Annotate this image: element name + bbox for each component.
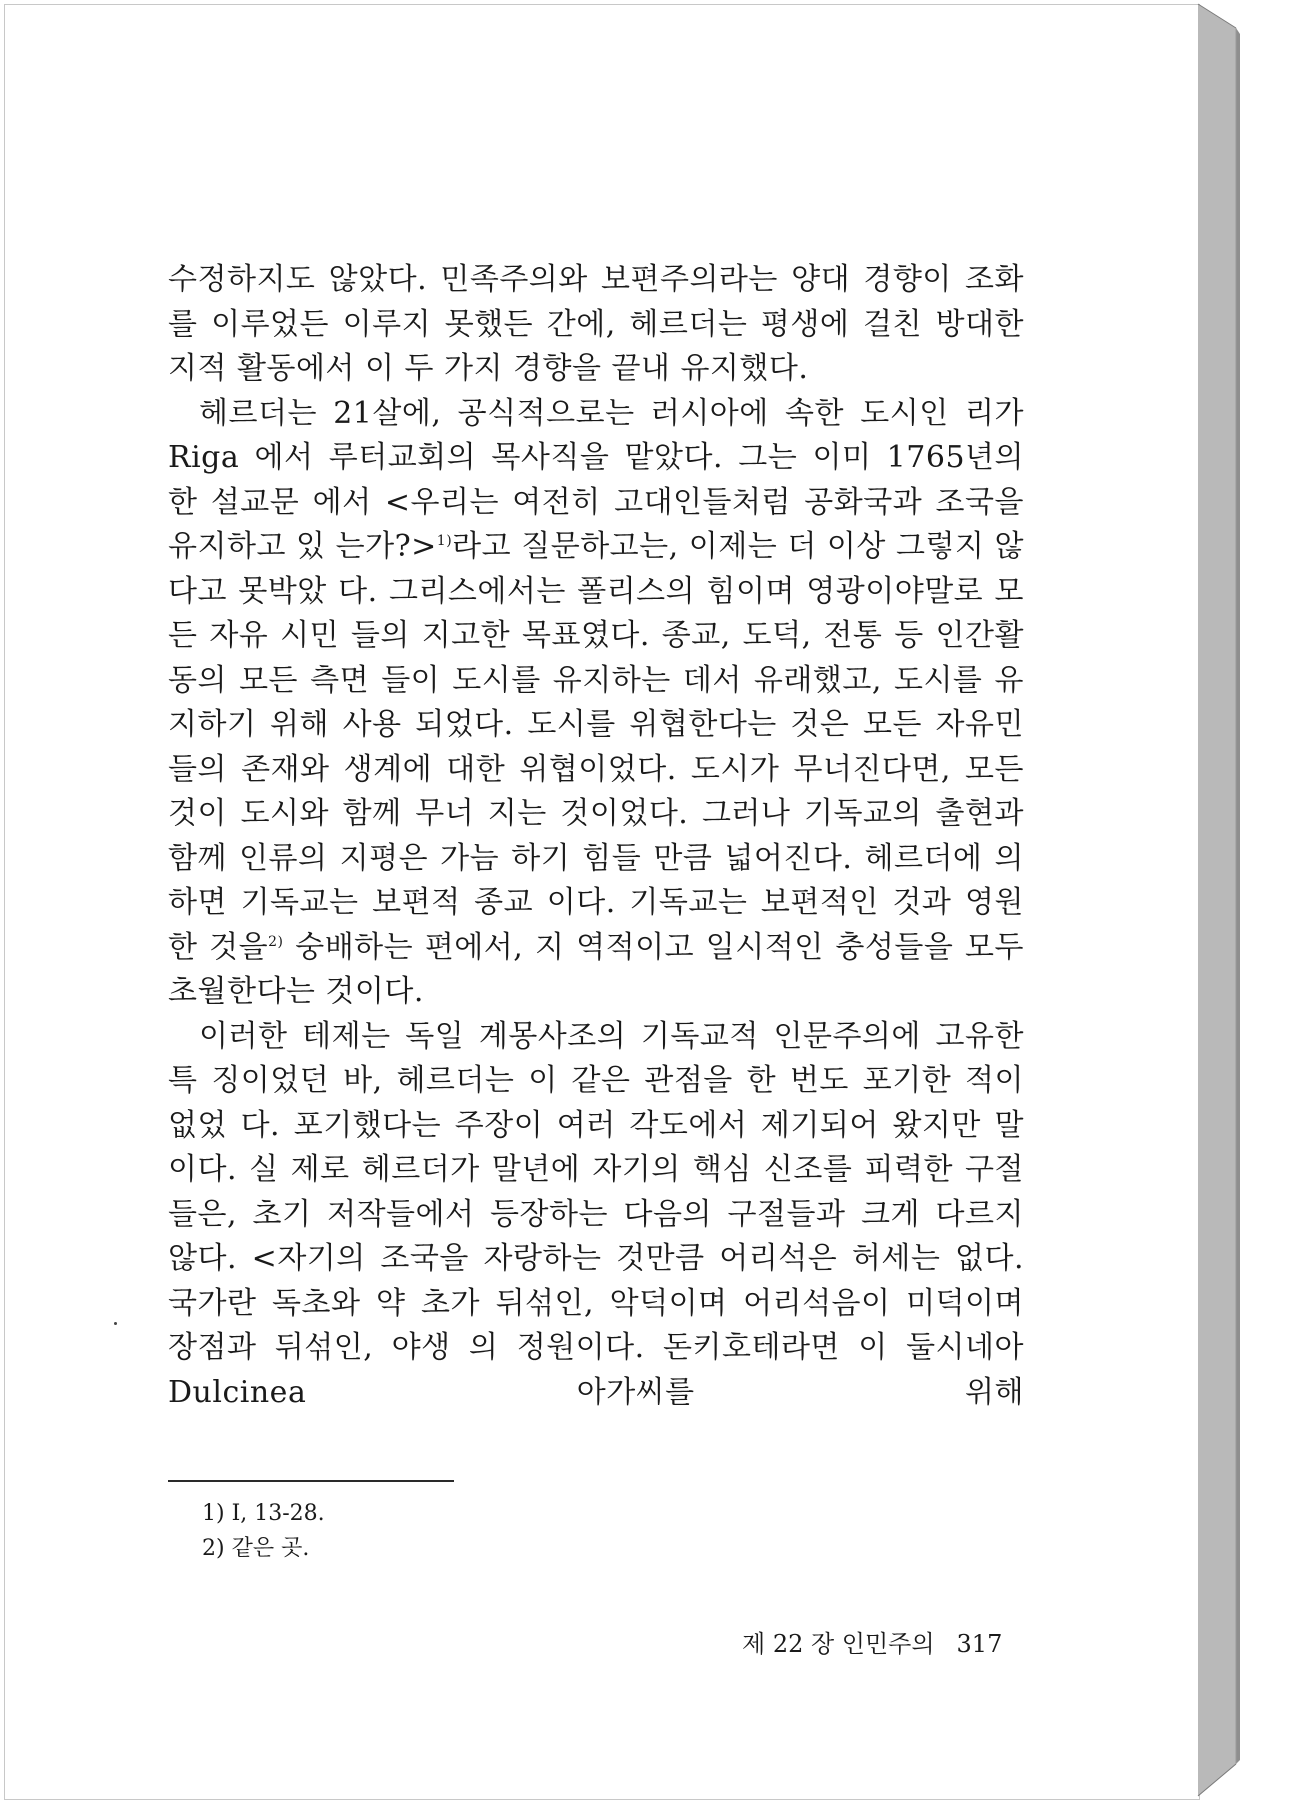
chapter-title: 제 22 장 인민주의 [742,1630,935,1658]
footnote-ref-1: 1) [436,533,453,549]
footnotes [202,1496,325,1566]
paragraph-2-part-b: 라고 질문하고는, 이제는 더 이상 그렇지 않다고 못박았 다. 그리스에서는 폴리스의 힘이며 영광이야말로 모든 자유 시민 들의 지고한 목표였다. 종교, 도덕, 전통 등 인간활동의 모든 측면 들이 도시를 유지하는 데서 유래했고, 도시를 유지하기 위해 사용 되었다. 도시를 위협한다는 것은 모든 자유민들의 존재와 생계에 대한 위협이었다. 도시가 무너진다면, 모든 것이 도시와 함께 무너 지는 것이었다. 그러나 기독교의 출현과 함께 인류의 지평은 가늠 하기 힘들 만큼 넓어진다. 헤르더에 의하면 기독교는 보편적 종교 이다. 기독교는 보편적인 것과 영원한 것을 [168,529,1024,965]
page-number: 317 [956,1630,1003,1658]
footnote-2: 2) 같은 곳. [202,1536,310,1561]
paragraph-2-part-c: 숭배하는 편에서, 지 역적이고 일시적인 충성들을 모두 초월한다는 것이다. [168,929,1024,1009]
paragraph-2-part-a: 헤르더는 21살에, 공식적으로는 러시아에 속한 도시인 리가 Riga 에서 루터교회의 목사직을 맡았다. 그는 이미 1765년의 한 설교문 에서 <우리는 여전히 고대인들처럼 공화국과 조국을 유지하고 있 는가?> [168,395,1024,564]
body-text [168,258,1024,1415]
footnote-ref-2: 2) [268,933,284,950]
running-footer [742,1624,1002,1659]
page-stack-edge [1198,4,1240,1800]
paragraph-3: 이러한 테제는 독일 계몽사조의 기독교적 인문주의에 고유한 특 징이었던 바, 헤르더는 이 같은 관점을 한 번도 포기한 적이 없었 다. 포기했다는 주장이 여러 각도에서 제기되어 왔지만 말이다. 실 제로 헤르더가 말년에 자기의 핵심 신조를 피력한 구절들은, 초기 저작들에서 등장하는 다음의 구절들과 크게 다르지 않다. <자기의 조국을 자랑하는 것만큼 어리석은 허세는 없다. 국가란 독초와 약 초가 뒤섞인, 악덕이며 어리석음이 미덕이며 장점과 뒤섞인, 야생 의 정원이다. 돈키호테라면 이 둘시네아 Dulcinea 아가씨를 위해 [168,1018,1024,1410]
paragraph-1: 수정하지도 않았다. 민족주의와 보편주의라는 양대 경향이 조화를 이루었든 이루지 못했든 간에, 헤르더는 평생에 걸친 방대한 지적 활동에서 이 두 가지 경향을 끝내 유지했다. [168,262,1024,386]
scan-speck [114,1322,117,1325]
footnote-divider [168,1480,454,1482]
footnote-1: 1) I, 13-28. [202,1501,325,1526]
paragraph-2 [168,392,1024,1015]
